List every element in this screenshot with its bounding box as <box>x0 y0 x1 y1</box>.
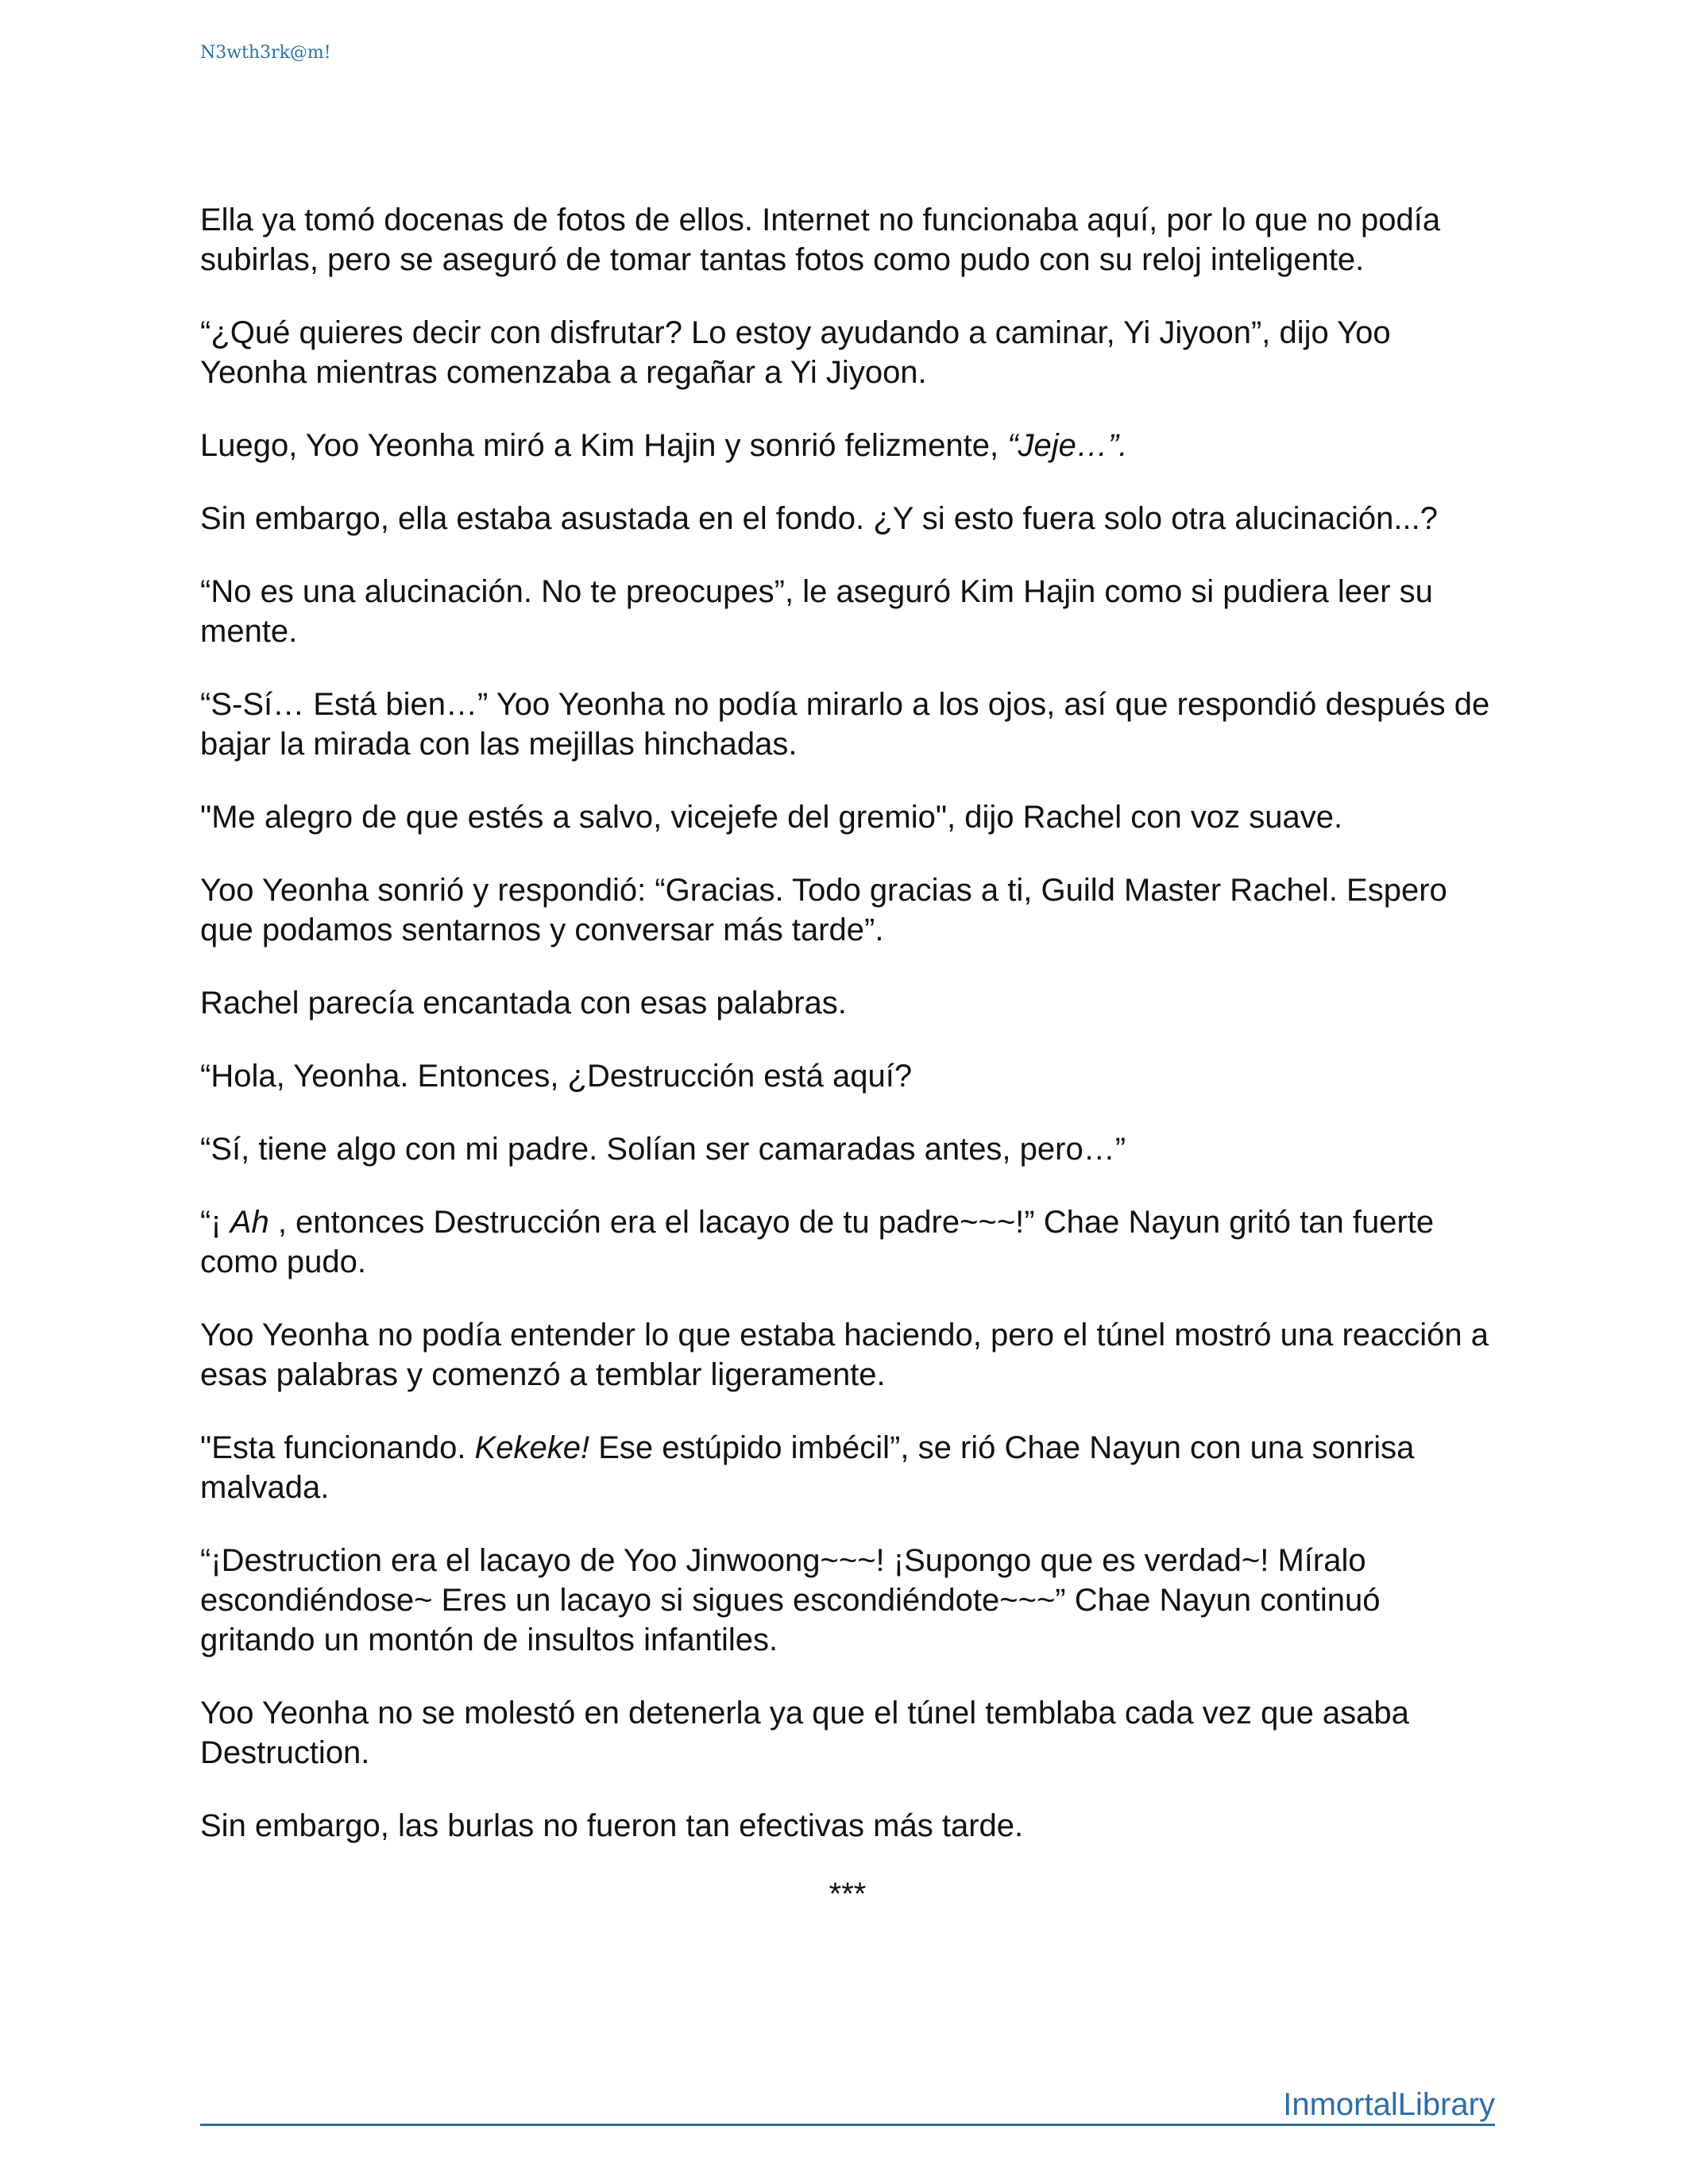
italic-interjection: Ah <box>230 1205 269 1240</box>
page-footer <box>200 2082 1495 2126</box>
italic-interjection: “Jeje…”. <box>1007 428 1128 463</box>
page-header-watermark: N3wth3rk@m! <box>200 43 331 63</box>
paragraph-text: “¡ <box>200 1205 230 1240</box>
paragraph-text: , entonces Destrucción era el lacayo de tu padre~~~!” Chae Nayun gritó tan fuerte como pudo. <box>200 1205 1435 1279</box>
paragraph <box>200 1202 1495 1282</box>
chapter-body <box>200 200 1495 1947</box>
paragraph: Yoo Yeonha no podía entender lo que estaba haciendo, pero el túnel mostró una reacción a esas palabras y comenzó a temblar ligeramente. <box>200 1318 1489 1392</box>
paragraph: Ella ya tomó docenas de fotos de ellos. Internet no funcionaba aquí, por lo que no podía subirlas, pero se aseguró de tomar tantas fotos como pudo con su reloj inteligente. <box>200 203 1441 277</box>
paragraph: “No es una alucinación. No te preocupes”, le aseguró Kim Hajin como si pudiera leer su mente. <box>200 574 1433 649</box>
paragraph: Sin embargo, ella estaba asustada en el fondo. ¿Y si esto fuera solo otra alucinación...? <box>200 501 1439 536</box>
paragraph: “S-Sí… Está bien…” Yoo Yeonha no podía mirarlo a los ojos, así que respondió después de bajar la mirada con las mejillas hinchadas. <box>200 687 1490 762</box>
paragraph: “¿Qué quieres decir con disfrutar? Lo estoy ayudando a caminar, Yi Jiyoon”, dijo Yoo Yeonha mientras comenzaba a regañar a Yi Jiyoon. <box>200 315 1391 390</box>
paragraph-text: "Esta funcionando. <box>200 1430 475 1465</box>
scene-break: *** <box>829 1877 867 1912</box>
paragraph <box>200 426 1495 465</box>
paragraph: Yoo Yeonha sonrió y respondió: “Gracias. Todo gracias a ti, Guild Master Rachel. Espero que podamos sentarnos y conversar más tarde”. <box>200 873 1447 947</box>
paragraph: Rachel parecía encantada con esas palabras. <box>200 986 847 1021</box>
paragraph: "Me alegro de que estés a salvo, vicejefe del gremio", dijo Rachel con voz suave. <box>200 800 1343 835</box>
italic-interjection: Kekeke! <box>474 1430 590 1465</box>
paragraph-text: Ese estúpido imbécil”, se rió Chae Nayun con una sonrisa malvada. <box>200 1430 1415 1505</box>
paragraph: Yoo Yeonha no se molestó en detenerla ya que el túnel temblaba cada vez que asaba Destruction. <box>200 1696 1409 1770</box>
paragraph: “Hola, Yeonha. Entonces, ¿Destrucción está aquí? <box>200 1059 913 1094</box>
paragraph-text: Luego, Yoo Yeonha miró a Kim Hajin y sonrió felizmente, <box>200 428 1008 463</box>
paragraph: “¡Destruction era el lacayo de Yoo Jinwoong~~~! ¡Supongo que es verdad~! Míralo escondiéndose~ Eres un lacayo si sigues escondiéndote~~~” Chae Nayun continuó gritando un montón de insultos infantiles. <box>200 1543 1381 1657</box>
paragraph <box>200 1428 1495 1507</box>
paragraph: Sin embargo, las burlas no fueron tan efectivas más tarde. <box>200 1808 1024 1843</box>
footer-library-link[interactable]: InmortalLibrary <box>1283 2087 1495 2122</box>
paragraph: “Sí, tiene algo con mi padre. Solían ser camaradas antes, pero…” <box>200 1132 1126 1167</box>
